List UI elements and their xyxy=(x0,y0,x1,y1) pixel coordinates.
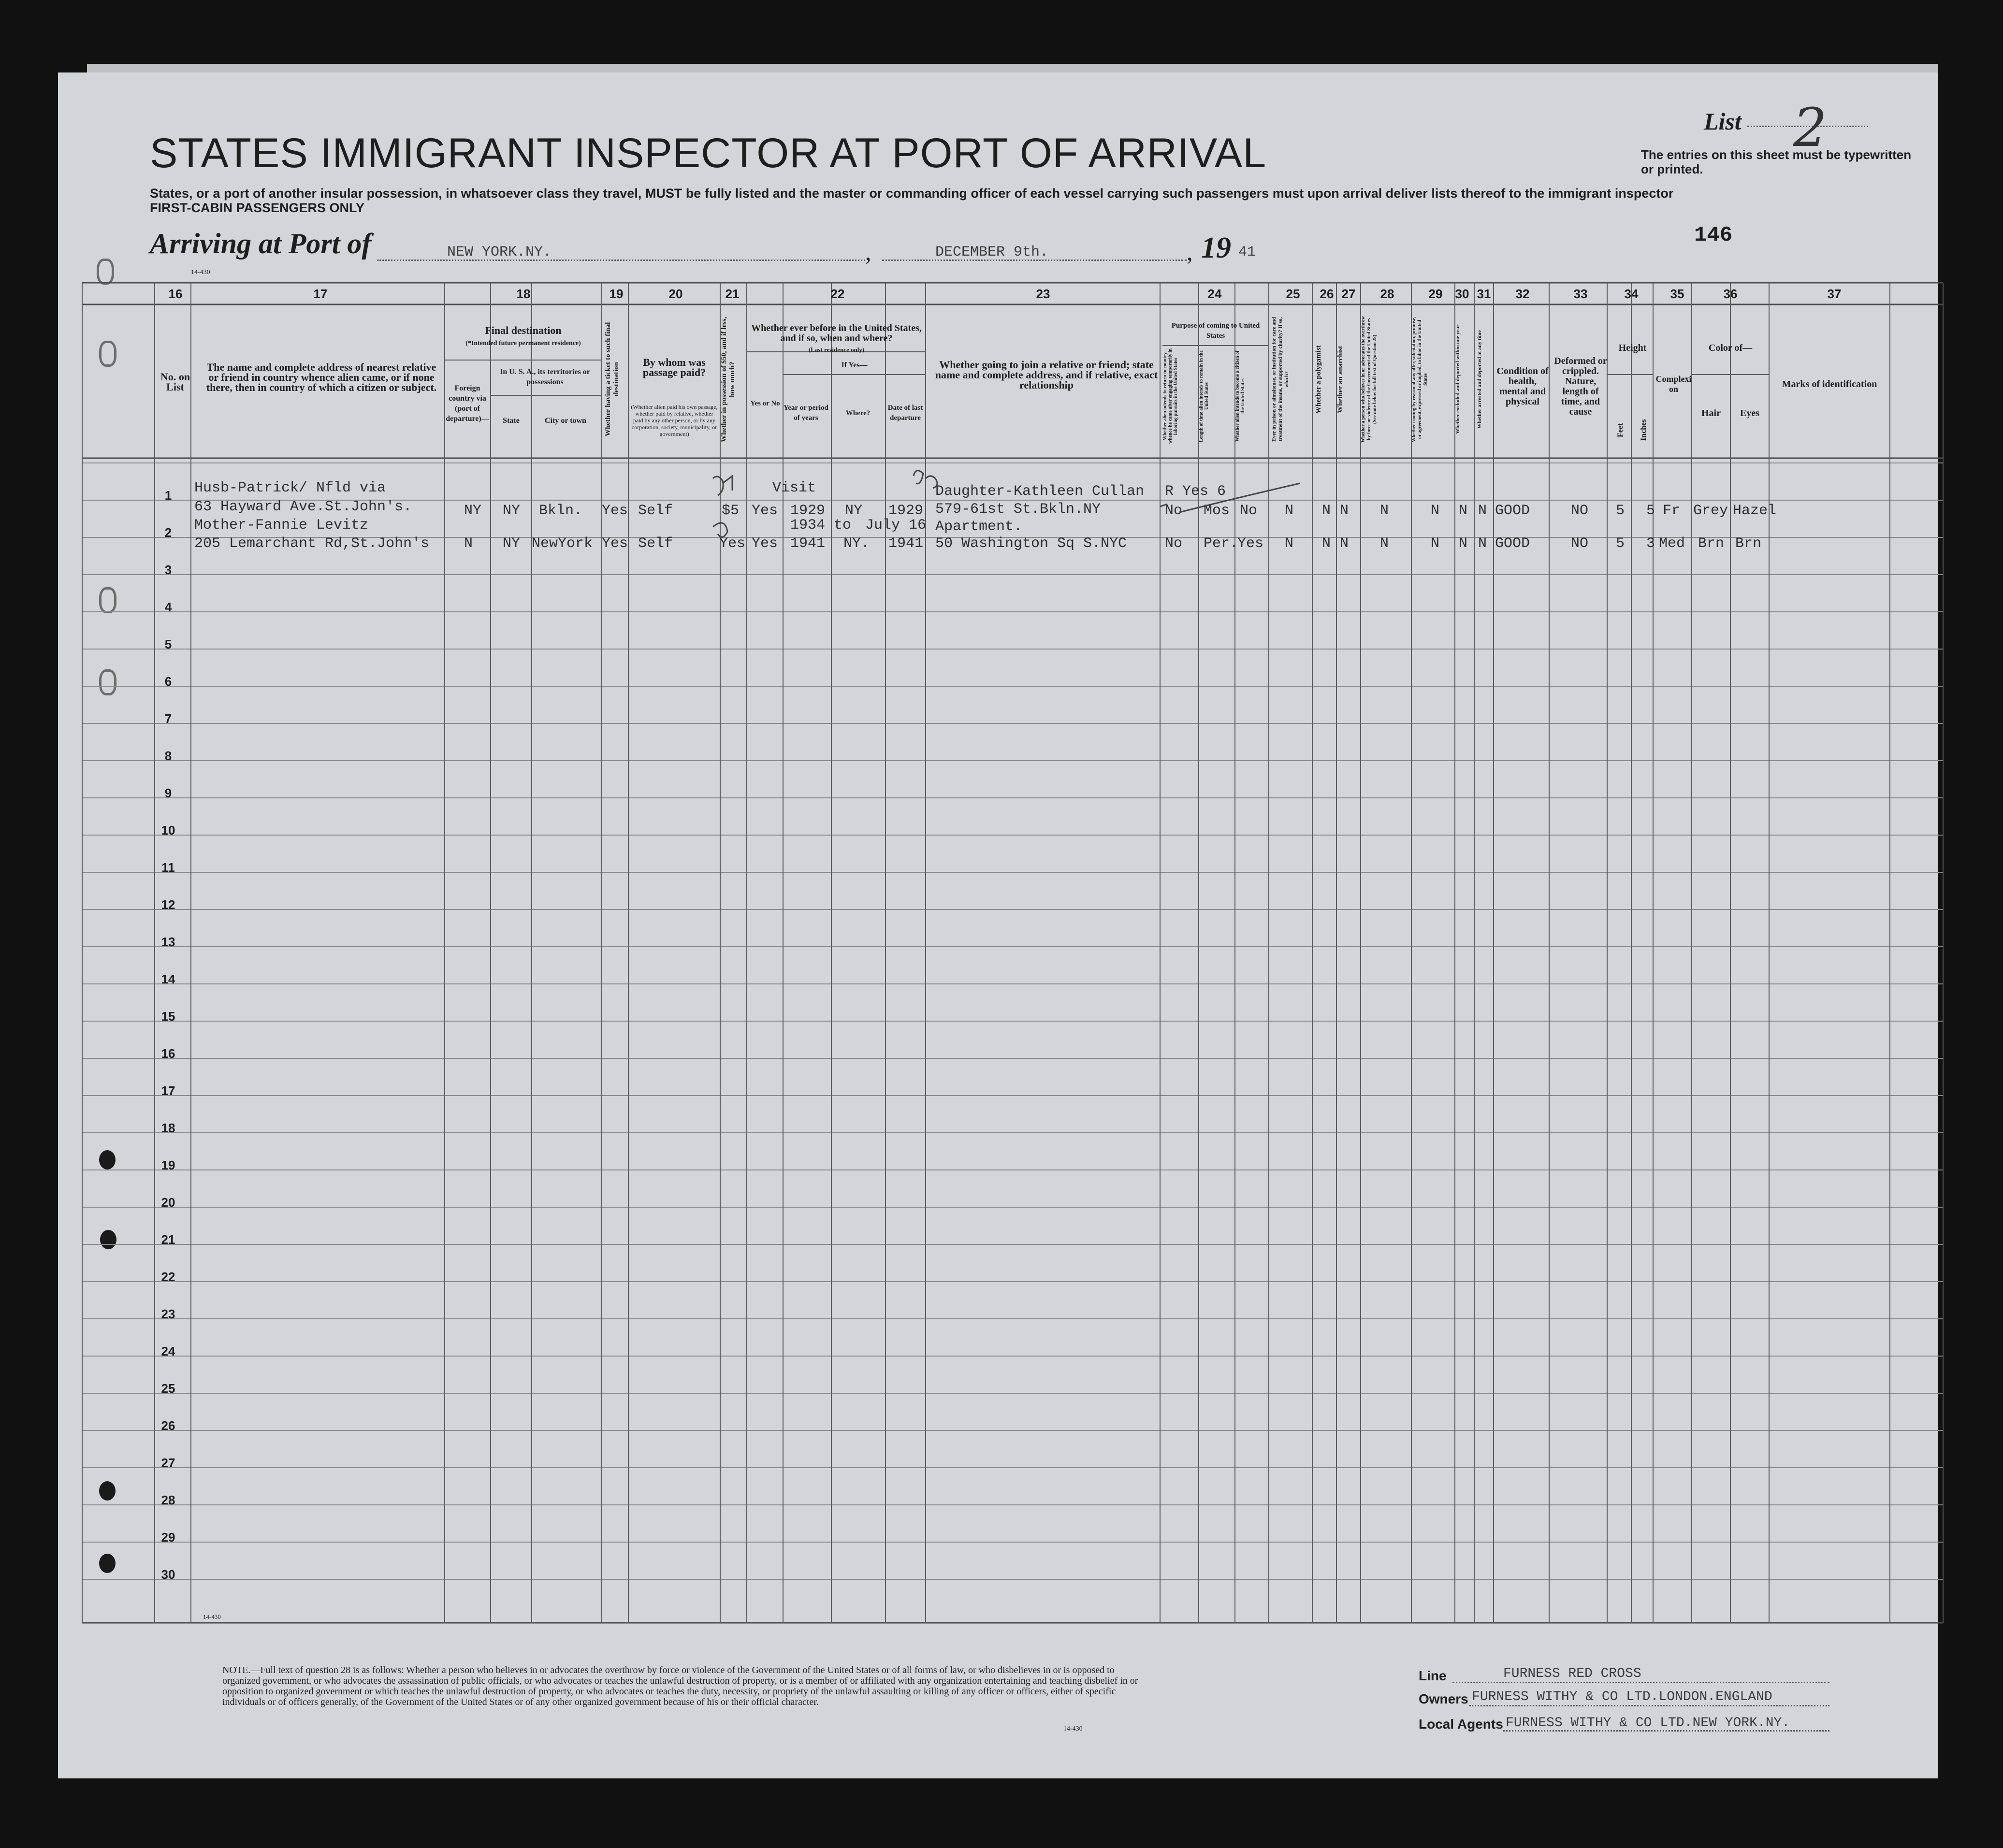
row-number: 15 xyxy=(161,1009,175,1024)
header-in-usa: In U. S. A., its territories or possessions xyxy=(500,368,590,386)
header-arrested: Whether arrested and deported at any time xyxy=(1477,330,1482,429)
q29: N xyxy=(1431,535,1440,552)
header-yes-or-no: Yes or No xyxy=(750,399,780,407)
col-number-22: 22 xyxy=(830,287,845,301)
relative-line-1: Mother-Fannie Levitz xyxy=(194,517,369,534)
header-nearest-relative: The name and complete address of nearest relative or friend in country whence alien came, or if none there, then in country of which a citizen or subject. xyxy=(206,361,437,393)
hair: Grey xyxy=(1693,503,1728,519)
row-number: 9 xyxy=(164,786,172,800)
header-year-or-period: Year or period of years xyxy=(784,404,828,422)
line-value: FURNESS RED CROSS xyxy=(1503,1666,1641,1681)
header-ticket: Whether having a ticket to such final destination xyxy=(604,322,620,437)
header-question-28: Whether a person who believes in or advocates the overthrow by force or violence of the Government of the United States (See note below for full text of Question 28) xyxy=(1361,316,1378,443)
col-number-17: 17 xyxy=(313,287,328,301)
col-number-16: 16 xyxy=(168,287,183,301)
form-code: 14-430 xyxy=(191,269,210,276)
joining-line-1: Apartment. xyxy=(935,519,1023,535)
header-marks: Marks of identification xyxy=(1782,378,1877,390)
col-number-25: 25 xyxy=(1286,287,1300,301)
line-label: Line xyxy=(1419,1668,1447,1683)
joining-line-2: 579-61st St.Bkln.NY xyxy=(935,501,1101,518)
hair: Brn xyxy=(1698,535,1725,552)
header-passage-paid-note: (Whether alien paid his own passage, whether paid by relative, whether paid by any other person, or by any corporation, society, municipality, or government) xyxy=(631,404,718,437)
row-number: 2 xyxy=(164,525,172,540)
owners-label: Owners xyxy=(1419,1691,1468,1706)
ticket: Yes xyxy=(602,503,628,519)
row-number: 29 xyxy=(161,1530,175,1545)
row-number: 21 xyxy=(161,1232,175,1247)
row-number: 10 xyxy=(161,823,175,837)
relative-line-2: 63 Hayward Ave.St.John's. xyxy=(194,499,412,515)
deformed: NO xyxy=(1571,535,1589,552)
list-label: List xyxy=(1704,108,1742,135)
header-polygamist: Whether a polygamist xyxy=(1315,345,1322,414)
col-number-29: 29 xyxy=(1428,287,1443,301)
eyes: Brn xyxy=(1735,535,1762,552)
eyes: Hazel xyxy=(1733,503,1777,519)
owners-field-line xyxy=(1469,1705,1829,1706)
row-number: 1 xyxy=(164,488,172,503)
comma: , xyxy=(1187,238,1193,265)
header-joining-relative: Whether going to join a relative or friend; state name and complete address, and if relative, exact relationship xyxy=(935,358,1158,391)
header-state: State xyxy=(503,416,520,425)
comma: , xyxy=(865,238,871,265)
row-number: 13 xyxy=(161,935,175,949)
col-number-36: 36 xyxy=(1723,287,1738,301)
q26: N xyxy=(1322,535,1331,552)
col-number-23: 23 xyxy=(1036,287,1050,301)
header-purpose-a: Whether alien intends to return to country whence he came after engaging temporarily in laboring pursuits in the United States xyxy=(1162,348,1178,444)
paid-by: Self xyxy=(638,503,673,519)
header-city-or-town: City or town xyxy=(545,416,586,425)
money: $5 xyxy=(722,503,740,519)
header-color-of: Color of— xyxy=(1708,342,1753,353)
q30: N xyxy=(1459,503,1468,519)
health: GOOD xyxy=(1495,535,1530,552)
header-where: Where? xyxy=(845,409,871,417)
row-number: 28 xyxy=(161,1493,175,1507)
q28: N xyxy=(1380,503,1389,519)
list-number: 2 xyxy=(1793,97,1827,159)
col-number-28: 28 xyxy=(1380,287,1394,301)
header-deformed: Deformed or crippled. Nature, length of time, and cause xyxy=(1554,356,1607,417)
header-prison: Ever in prison or almshouse, or institution for care and treatment of the insane, or supported by charity? If so, which? xyxy=(1271,317,1290,442)
year-prefix: 19 xyxy=(1201,231,1231,264)
purpose-c: Yes xyxy=(1237,535,1264,552)
col-number-32: 32 xyxy=(1515,287,1530,301)
purpose-b: Per. xyxy=(1204,535,1239,552)
header-final-destination-note: (*Intended future permanent residence) xyxy=(465,339,581,347)
header-ever-before: Whether ever before in the United States, and if so, when and where? xyxy=(751,323,922,344)
joining-line-2: 50 Washington Sq S.NYC xyxy=(935,535,1127,552)
inches: 3 xyxy=(1646,535,1655,552)
purpose-b: Mos xyxy=(1204,503,1230,519)
arriving-label: Arriving at Port of xyxy=(150,228,372,260)
header-date-last-departure: Date of last departure xyxy=(887,404,923,422)
col-number-37: 37 xyxy=(1827,287,1842,301)
row-number: 22 xyxy=(161,1270,175,1284)
ever-before: Yes xyxy=(752,535,778,552)
page-title: STATES IMMIGRANT INSPECTOR AT PORT OF ARRIVAL xyxy=(150,130,1267,176)
city: Bkln. xyxy=(539,503,583,519)
col-number-24: 24 xyxy=(1207,287,1222,301)
col-number-20: 20 xyxy=(668,287,683,301)
form-code-bottom: 14-430 xyxy=(203,1613,221,1620)
header-purpose: Purpose of coming to United States xyxy=(1171,322,1260,340)
where: NY. xyxy=(843,535,870,552)
header-foreign-country-via: Foreign country via (port of departure)— xyxy=(446,384,489,423)
last-departure-line-1: July 16 xyxy=(865,517,927,534)
foreign-via: N xyxy=(464,535,473,552)
money: Yes xyxy=(719,535,746,552)
header-inches: Inches xyxy=(1640,419,1648,441)
header-eyes: Eyes xyxy=(1740,407,1759,419)
q31: N xyxy=(1478,535,1487,552)
last-departure: 1929 xyxy=(888,503,924,519)
col-number-33: 33 xyxy=(1573,287,1588,301)
header-anarchist: Whether an anarchist xyxy=(1336,346,1344,413)
years: 1941 xyxy=(790,535,826,552)
row-number: 3 xyxy=(164,563,172,577)
col-number-26: 26 xyxy=(1320,287,1334,301)
row-number: 27 xyxy=(161,1456,175,1470)
q25: N xyxy=(1285,535,1294,552)
foreign-via: NY xyxy=(464,503,482,519)
col-number-19: 19 xyxy=(609,287,624,301)
purpose-a: No xyxy=(1165,535,1183,552)
header-complexion: Complexion xyxy=(1655,374,1692,394)
relative-line-1: Husb-Patrick/ Nfld via xyxy=(194,480,386,496)
header-height: Height xyxy=(1618,342,1647,353)
col-number-34: 34 xyxy=(1624,287,1639,301)
header-feet: Feet xyxy=(1616,423,1625,437)
q28: N xyxy=(1380,535,1389,552)
row-number: 4 xyxy=(164,600,172,614)
date-value: DECEMBER 9th. xyxy=(935,244,1049,260)
paid-by: Self xyxy=(638,535,673,552)
q27: N xyxy=(1340,503,1349,519)
complexion: Med xyxy=(1659,535,1685,552)
col-number-31: 31 xyxy=(1477,287,1491,301)
q31: N xyxy=(1478,503,1487,519)
sheet-number: 146 xyxy=(1694,223,1733,247)
row-number: 23 xyxy=(161,1307,175,1321)
header-purpose-c: Whether alien intends to become a citizen of the United States xyxy=(1235,350,1246,442)
line-field-line xyxy=(1452,1682,1829,1683)
row-number: 12 xyxy=(161,897,175,912)
owners-value: FURNESS WITHY & CO LTD.LONDON.ENGLAND xyxy=(1472,1689,1772,1704)
feet: 5 xyxy=(1616,503,1625,519)
feet: 5 xyxy=(1616,535,1625,552)
header-if-yes: If Yes— xyxy=(841,361,868,369)
row-number: 20 xyxy=(161,1195,175,1210)
q30: N xyxy=(1459,535,1468,552)
ticket: Yes xyxy=(602,535,628,552)
row-number: 17 xyxy=(161,1083,175,1098)
header-purpose-b: Length of time alien intends to remain in the United States xyxy=(1199,350,1209,442)
footer-form-code: 14-430 xyxy=(1063,1725,1083,1732)
row-number: 8 xyxy=(164,749,172,763)
col-number-35: 35 xyxy=(1670,287,1684,301)
entries-note: The entries on this sheet must be typewritten or printed. xyxy=(1641,147,1912,176)
complexion: Fr xyxy=(1663,503,1681,519)
header-ever-before-note: (Last residence only) xyxy=(808,346,865,353)
header-no-on-list: No. on List xyxy=(160,371,190,393)
state: NY xyxy=(503,535,521,552)
row-annotation: R Yes 6 xyxy=(1165,483,1226,500)
row-number: 25 xyxy=(161,1381,175,1396)
years: 1929 xyxy=(790,503,826,519)
header-passage-paid: By whom was passage paid? xyxy=(642,356,706,378)
header-money: Whether in possession of $50, and if less, how much? xyxy=(720,317,736,442)
row-number: 14 xyxy=(161,972,175,986)
joining-line-1: Daughter-Kathleen Cullan xyxy=(935,483,1145,500)
purpose-a: No xyxy=(1165,503,1183,519)
header-labor-offer: Whether coming by reason of any offer, solicitation, promise, or agreement, expressed or implied, to labor in the United States xyxy=(1411,317,1428,442)
row-number: 19 xyxy=(161,1158,175,1172)
row-number: 6 xyxy=(164,674,172,689)
agents-label: Local Agents xyxy=(1419,1717,1503,1732)
header-health: Condition of health, mental and physical xyxy=(1496,366,1549,407)
header-final-destination: Final destination xyxy=(485,324,562,336)
row-number: 11 xyxy=(161,860,175,875)
q29: N xyxy=(1431,503,1440,519)
header-hair: Hair xyxy=(1701,407,1721,419)
col-number-18: 18 xyxy=(516,287,531,301)
inches: 5 xyxy=(1646,503,1655,519)
purpose-c: No xyxy=(1240,503,1258,519)
port-value: NEW YORK.NY. xyxy=(447,244,552,260)
row-number: 24 xyxy=(161,1344,175,1358)
header-excluded: Whether excluded and deported within one year xyxy=(1455,324,1461,434)
footer-note: NOTE.—Full text of question 28 is as follows: Whether a person who believes in or advocates the overthrow by force or violence of the Government of the United States or of all forms of law, or who disbelieves in or is opposed to organized government, or who advocates the assassination of public officials, or who advocates or teaches the unlawful destruction of property, or is a member of or affiliated with any organization entertaining and teaching disbelief in or opposition to organized government or which teaches the unlawful destruction of property, or who advocates or teaches the duty, necessity, or propriety of the unlawful assaulting or killing of any officer or officers, either of specific individuals or of officers generally, of the Government of the United States or of any other organized government because of his or their official character. xyxy=(222,1665,1138,1707)
instruction-line-2: FIRST-CABIN PASSENGERS ONLY xyxy=(150,201,365,215)
row-number: 18 xyxy=(161,1121,175,1135)
agents-value: FURNESS WITHY & CO LTD.NEW YORK.NY. xyxy=(1506,1716,1790,1731)
purpose: Visit xyxy=(772,480,816,496)
q26: N xyxy=(1322,503,1331,519)
row-number: 30 xyxy=(161,1567,175,1582)
last-departure: 1941 xyxy=(888,535,924,552)
year-suffix: 41 xyxy=(1238,244,1256,260)
row-number: 26 xyxy=(161,1418,175,1433)
instruction-line-1: States, or a port of another insular possession, in whatsoever class they travel, MUST be fully listed and the master or commanding officer of each vessel carrying such passengers must upon arrival deliver lists thereof to the immigrant inspector xyxy=(150,186,1674,201)
col-number-27: 27 xyxy=(1341,287,1356,301)
city: NewYork xyxy=(532,535,593,552)
where: NY xyxy=(845,503,863,519)
col-number-30: 30 xyxy=(1455,287,1469,301)
years-line-1: 1934 to xyxy=(790,517,852,534)
ever-before: Yes xyxy=(752,503,778,519)
row-number: 5 xyxy=(164,637,172,651)
deformed: NO xyxy=(1571,503,1589,519)
col-number-21: 21 xyxy=(725,287,740,301)
q25: N xyxy=(1285,503,1294,519)
row-number: 7 xyxy=(164,711,172,726)
q27: N xyxy=(1340,535,1349,552)
health: GOOD xyxy=(1495,503,1530,519)
row-number: 16 xyxy=(161,1046,175,1061)
relative-line-2: 205 Lemarchant Rd,St.John's xyxy=(194,535,430,552)
state: NY xyxy=(503,503,521,519)
